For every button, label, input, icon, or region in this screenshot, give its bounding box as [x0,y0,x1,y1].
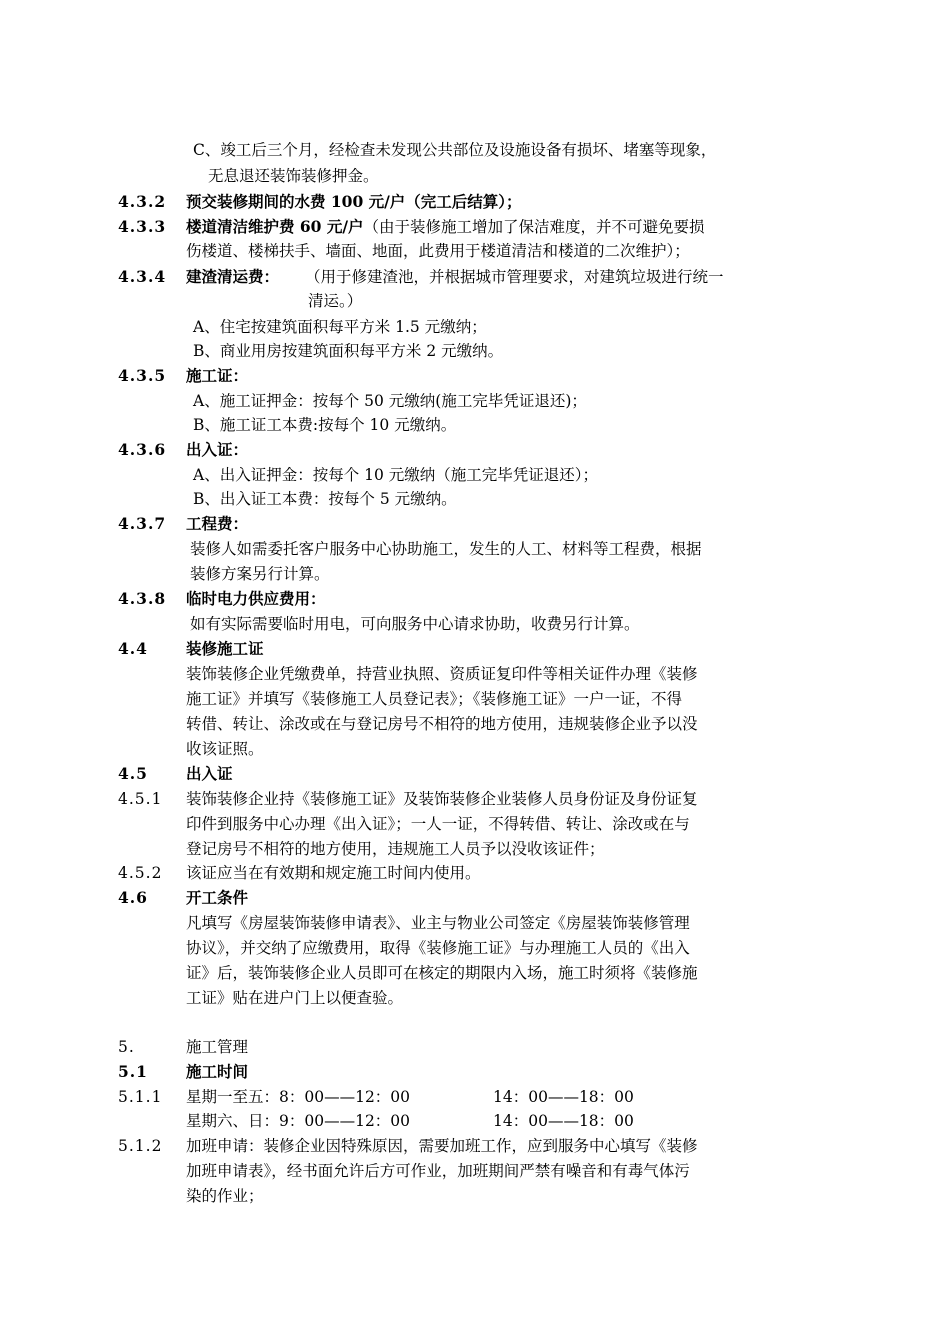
section-text: 染的作业； [186,1187,264,1205]
section-text: 装饰装修企业凭缴费单，持营业执照、资质证复印件等相关证件办理《装修 [186,665,698,683]
list-item: B、施工证工本费:按每个 10 元缴纳。 [193,416,457,434]
section-number: 4.3.6 [118,440,167,459]
section-text: 协议》，并交纳了应缴费用，取得《装修施工证》与办理施工人员的《出入 [186,939,690,957]
section-number: 4.3.4 [118,267,167,286]
section-text: 施工证》并填写《装修施工人员登记表》；《装修施工证》一户一证，不得 [186,690,683,708]
list-item: A、住宅按建筑面积每平方米 1.5 元缴纳； [193,318,487,336]
section-text: 装修人如需委托客户服务中心协助施工，发生的人工、材料等工程费，根据 [190,540,702,558]
section-text: 工证》贴在进户门上以便查验。 [186,989,404,1007]
section-number: 4.3.3 [118,217,167,236]
section-number: 4.4 [118,639,148,658]
section-line [186,214,705,240]
list-item: A、出入证押金：按每个 10 元缴纳（施工完毕凭证退还）； [193,466,599,484]
section-text: 凡填写《房屋装饰装修申请表》、业主与物业公司签定《房屋装饰装修管理 [186,914,690,932]
section-text: 装修方案另行计算。 [190,565,330,583]
list-item: B、商业用房按建筑面积每平方米 2 元缴纳。 [193,342,504,360]
section-title: 预交装修期间的水费 100 元/户（完工后结算）； [186,192,522,211]
section-text: 如有实际需要临时用电，可向服务中心请求协助，收费另行计算。 [190,615,640,633]
section-text: （用于修建渣池，并根据城市管理要求，对建筑垃圾进行统一 [305,268,724,286]
note-c-line1: C、竣工后三个月，经检查未发现公共部位及设施设备有损坏、堵塞等现象， [193,141,717,159]
schedule-weekend: 星期六、日：9：00——12：00 [186,1112,411,1130]
section-title: 装修施工证 [186,639,264,658]
section-number: 4.3.2 [118,192,167,211]
section-title: 出入证 [186,764,233,783]
section-title: 楼道清洁维护费 60 元/户 [186,217,364,236]
section-text: 印件到服务中心办理《出入证》；一人一证，不得转借、转让、涂改或在与 [186,815,690,833]
section-text: 该证应当在有效期和规定施工时间内使用。 [186,864,481,882]
section-number: 4.6 [118,888,148,907]
schedule-weekend-pm: 14：00——18：00 [493,1112,634,1130]
section-number: 4.5 [118,764,148,783]
schedule-weekday-pm: 14：00——18：00 [493,1088,634,1106]
section-title: 临时电力供应费用： [186,589,326,608]
section-text: 登记房号不相符的地方使用，违规施工人员予以没收该证件； [186,840,605,858]
section-text: 装饰装修企业持《装修施工证》及装饰装修企业装修人员身份证及身份证复 [186,790,698,808]
schedule-weekday: 星期一至五：8：00——12：00 [186,1088,411,1106]
section-number: 4.3.8 [118,589,167,608]
section-title: 出入证： [186,440,249,459]
section-title: 施工证： [186,366,249,385]
section-number: 4.3.5 [118,366,167,385]
list-item: B、出入证工本费：按每个 5 元缴纳。 [193,490,457,508]
section-number: 4.5.2 [118,864,163,882]
section-text: （由于装修施工增加了保洁难度，并不可避免要损 [363,218,705,236]
section-number: 4.5.1 [118,790,163,808]
section-number: 5.1.1 [118,1088,163,1106]
section-number: 5. [118,1038,135,1056]
section-title: 施工时间 [186,1062,249,1081]
section-title: 开工条件 [186,888,249,907]
section-text: 证》后，装饰装修企业人员即可在核定的期限内入场，施工时须将《装修施 [186,964,698,982]
section-text: 加班申请表》，经书面允许后方可作业，加班期间严禁有噪音和有毒气体污 [186,1162,690,1180]
section-text: 收该证照。 [186,740,264,758]
section-number: 4.3.7 [118,514,167,533]
section-number: 5.1.2 [118,1137,163,1155]
section-text: 加班申请：装修企业因特殊原因，需要加班工作，应到服务中心填写《装修 [186,1137,698,1155]
section-text: 清运。） [308,292,363,310]
section-title: 施工管理 [186,1038,249,1056]
list-item: A、施工证押金：按每个 50 元缴纳(施工完毕凭证退还)； [193,392,587,410]
section-text: 伤楼道、楼梯扶手、墙面、地面，此费用于楼道清洁和楼道的二次维护）； [186,242,690,260]
section-title: 工程费： [186,514,249,533]
section-number: 5.1 [118,1062,148,1081]
section-text: 转借、转让、涂改或在与登记房号不相符的地方使用，违规装修企业予以没 [186,715,698,733]
note-c-line2: 无息退还装饰装修押金。 [208,167,379,185]
section-title: 建渣清运费： [186,267,280,286]
